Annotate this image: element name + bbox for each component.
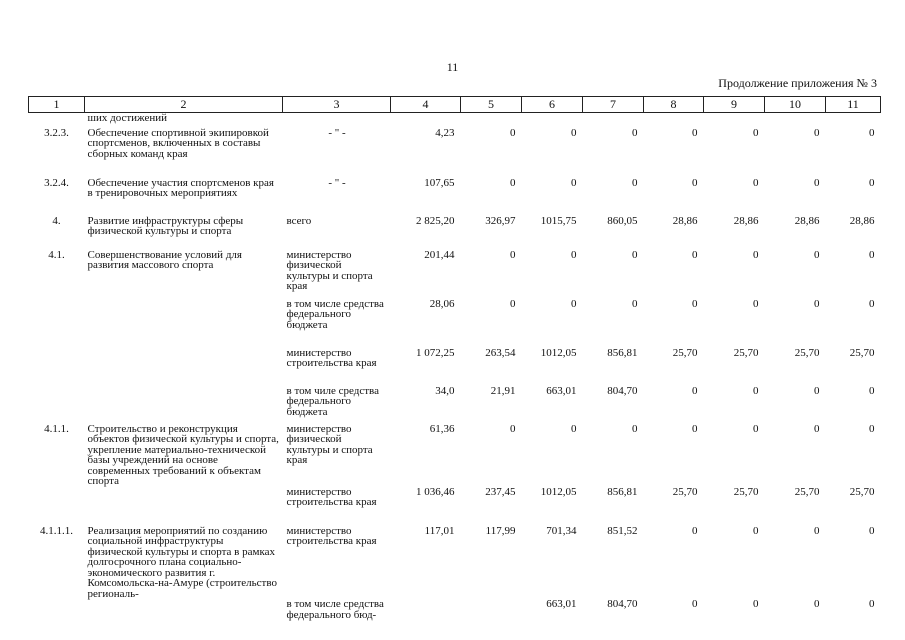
item-code-cell: 3.2.3.: [44, 126, 69, 139]
item-name-cell: [85, 487, 283, 526]
amount-cell: 61,36: [429, 422, 455, 435]
amount-cell: 28,86: [849, 214, 875, 227]
column-header: 6: [522, 97, 583, 113]
amount-cell: [644, 113, 704, 128]
amount-cell: 0: [692, 598, 698, 610]
amount-cell: 804,70: [607, 384, 638, 397]
amount-cell: 0: [753, 176, 759, 189]
table-row: [29, 178, 881, 216]
funding-source-cell: министерство строительства края: [286, 485, 377, 508]
funding-source-cell: в том числе средства федерального бюджета: [286, 297, 384, 331]
funding-source-cell: [283, 113, 391, 128]
amount-cell: [704, 113, 765, 128]
appendix-table: [28, 96, 881, 639]
amount-cell: [391, 113, 461, 128]
amount-cell: 25,70: [733, 346, 759, 359]
page-number: 11: [446, 60, 459, 74]
item-code-cell: 4.1.: [48, 248, 65, 261]
amount-cell: 28,06: [429, 297, 455, 310]
amount-cell: 25,70: [849, 485, 875, 498]
amount-cell: 0: [632, 297, 638, 310]
amount-cell: 0: [692, 384, 698, 397]
amount-cell: 0: [692, 422, 698, 435]
amount-cell: 0: [753, 248, 759, 261]
amount-cell: [461, 113, 522, 128]
amount-cell: 0: [571, 126, 577, 139]
amount-cell: 851,52: [607, 524, 638, 537]
amount-cell: 0: [814, 176, 820, 189]
amount-cell: 856,81: [607, 485, 638, 498]
amount-cell: 0: [753, 598, 759, 610]
amount-cell: 0: [869, 598, 875, 610]
table-row: [29, 526, 881, 600]
amount-cell: 326,97: [485, 214, 516, 227]
table-row: [29, 299, 881, 348]
amount-cell: 0: [692, 176, 698, 189]
amount-cell: 201,44: [424, 248, 455, 261]
funding-source-cell: министерство физической культуры и спорта края: [286, 248, 373, 292]
amount-cell: 21,91: [490, 384, 516, 397]
item-code-cell: 4.1.1.1.: [40, 524, 73, 537]
item-name-cell: [85, 299, 283, 348]
amount-cell: 0: [510, 297, 516, 310]
amount-cell: 0: [510, 248, 516, 261]
amount-cell: 0: [814, 297, 820, 310]
amount-cell: 28,86: [794, 214, 820, 227]
amount-cell: 25,70: [849, 346, 875, 359]
amount-cell: [583, 113, 644, 128]
amount-cell: 0: [869, 297, 875, 310]
amount-cell: 0: [692, 248, 698, 261]
funding-source-cell: всего: [286, 214, 312, 227]
table-row: [29, 348, 881, 386]
amount-cell: 25,70: [794, 346, 820, 359]
amount-cell: 107,65: [424, 176, 455, 189]
amount-cell: 0: [632, 248, 638, 261]
table-row: [29, 250, 881, 299]
item-code-cell: [29, 386, 85, 424]
item-name-cell: Обеспечение участия спортсменов края в тренировочных мероприятиях: [87, 176, 274, 199]
funding-source-cell: - " -: [328, 176, 346, 189]
amount-cell: 0: [869, 176, 875, 189]
amount-cell: [461, 599, 522, 639]
amount-cell: 28,86: [672, 214, 698, 227]
column-header: 2: [85, 97, 283, 113]
column-header: 1: [29, 97, 85, 113]
amount-cell: 1012,05: [540, 485, 577, 498]
table-row: [29, 386, 881, 424]
item-name-cell: Совершенствование условий для развития массового спорта: [87, 248, 242, 271]
amount-cell: 663,01: [546, 598, 577, 610]
amount-cell: 117,01: [424, 524, 455, 537]
amount-cell: 237,45: [485, 485, 516, 498]
amount-cell: 804,70: [607, 598, 638, 610]
amount-cell: 0: [814, 524, 820, 537]
amount-cell: 0: [869, 248, 875, 261]
amount-cell: 0: [869, 524, 875, 537]
amount-cell: 0: [814, 422, 820, 435]
amount-cell: 25,70: [672, 485, 698, 498]
column-header: 5: [461, 97, 522, 113]
item-code-cell: [29, 299, 85, 348]
amount-cell: 0: [632, 422, 638, 435]
amount-cell: 0: [869, 384, 875, 397]
appendix-continuation-label: Продолжение приложения № 3: [718, 76, 877, 90]
column-header: 8: [644, 97, 704, 113]
item-code-cell: [29, 599, 85, 639]
amount-cell: 663,01: [546, 384, 577, 397]
amount-cell: 25,70: [794, 485, 820, 498]
item-code-cell: [29, 113, 85, 128]
table-body: [29, 113, 881, 640]
amount-cell: 0: [753, 422, 759, 435]
funding-source-cell: в том числе средства федерального бюд-: [286, 598, 384, 621]
table-row: [29, 216, 881, 250]
amount-cell: 25,70: [672, 346, 698, 359]
funding-source-cell: - " -: [328, 126, 346, 139]
amount-cell: 0: [869, 126, 875, 139]
column-header: 3: [283, 97, 391, 113]
amount-cell: [765, 113, 826, 128]
funding-source-cell: в том чиле средства федерального бюджета: [286, 384, 379, 418]
amount-cell: 0: [571, 422, 577, 435]
funding-source-cell: министерство физической культуры и спорта края: [286, 422, 373, 466]
amount-cell: 0: [869, 422, 875, 435]
item-name-cell: [85, 386, 283, 424]
amount-cell: 1 072,25: [416, 346, 455, 359]
amount-cell: 4,23: [435, 126, 455, 139]
item-code-cell: [29, 348, 85, 386]
item-name-cell: [85, 599, 283, 639]
amount-cell: 856,81: [607, 346, 638, 359]
table-row: [29, 128, 881, 178]
column-header: 10: [765, 97, 826, 113]
column-number-row: [29, 97, 881, 113]
amount-cell: 0: [632, 176, 638, 189]
amount-cell: 25,70: [733, 485, 759, 498]
amount-cell: 0: [692, 524, 698, 537]
amount-cell: 117,99: [485, 524, 516, 537]
amount-cell: 0: [692, 126, 698, 139]
amount-cell: 2 825,20: [416, 214, 455, 227]
amount-cell: 0: [753, 384, 759, 397]
amount-cell: 701,34: [546, 524, 577, 537]
column-header: 4: [391, 97, 461, 113]
table-row: [29, 113, 881, 128]
column-header: 11: [826, 97, 881, 113]
amount-cell: 0: [753, 126, 759, 139]
funding-source-cell: министерство строительства края: [286, 346, 377, 369]
funding-source-cell: министерство строительства края: [286, 524, 377, 547]
amount-cell: 263,54: [485, 346, 516, 359]
item-name-cell: Обеспечение спортивной экипировкой спортсменов, включенных в составы сборных команд края: [87, 126, 269, 160]
amount-cell: 1012,05: [540, 346, 577, 359]
amount-cell: 0: [753, 297, 759, 310]
column-header: 9: [704, 97, 765, 113]
amount-cell: 860,05: [607, 214, 638, 227]
table-row: [29, 487, 881, 526]
amount-cell: 0: [753, 524, 759, 537]
amount-cell: 0: [510, 422, 516, 435]
amount-cell: 0: [632, 126, 638, 139]
table-row: [29, 424, 881, 487]
amount-cell: [391, 599, 461, 639]
amount-cell: 0: [571, 297, 577, 310]
amount-cell: 0: [571, 176, 577, 189]
amount-cell: 1 036,46: [416, 485, 455, 498]
amount-cell: [522, 113, 583, 128]
amount-cell: [826, 113, 881, 128]
amount-cell: 0: [814, 598, 820, 610]
table-row: [29, 599, 881, 639]
item-code-cell: 4.1.1.: [44, 422, 69, 435]
item-name-cell: [85, 348, 283, 386]
amount-cell: 0: [814, 384, 820, 397]
amount-cell: 0: [510, 176, 516, 189]
item-name-cell: Строительство и реконструкция объектов физической культуры и спорта, укрепление материально-технической базы учреждений на основе современных требований к объектам спорта: [87, 422, 279, 487]
amount-cell: 34,0: [435, 384, 455, 397]
column-header: 7: [583, 97, 644, 113]
amount-cell: 0: [814, 126, 820, 139]
amount-cell: 0: [814, 248, 820, 261]
amount-cell: 28,86: [733, 214, 759, 227]
item-name-cell: ших достижений: [87, 112, 168, 124]
amount-cell: 0: [692, 297, 698, 310]
item-code-cell: 3.2.4.: [44, 176, 69, 189]
item-name-cell: Реализация мероприятий по созданию социальной инфраструктуры физической культуры и спорта в рамках долгосрочного плана социально-экономического развития г. Комсомольска-на-Амуре (строительство региональ-: [87, 524, 277, 600]
amount-cell: 0: [571, 248, 577, 261]
amount-cell: 0: [510, 126, 516, 139]
amount-cell: 1015,75: [540, 214, 577, 227]
item-code-cell: 4.: [52, 214, 61, 227]
item-code-cell: [29, 487, 85, 526]
item-name-cell: Развитие инфраструктуры сферы физической культуры и спорта: [87, 214, 244, 237]
